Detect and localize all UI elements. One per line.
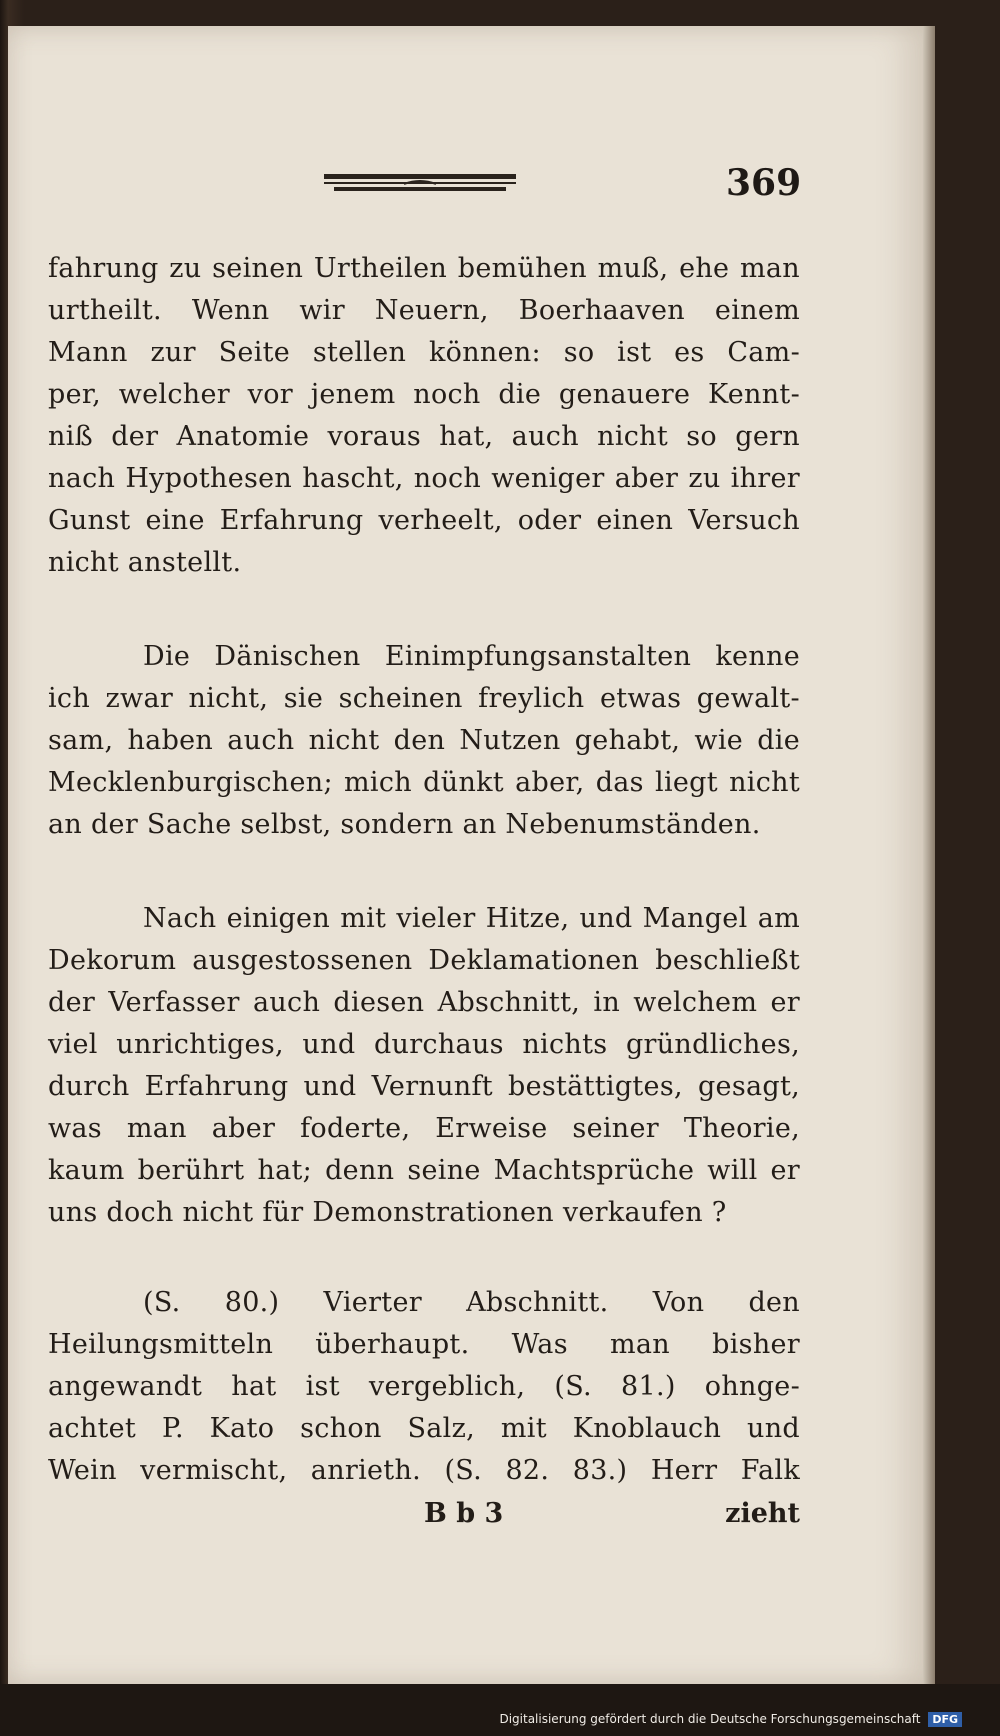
text-line: Mecklenburgischen; mich dünkt aber, das liegt nicht: [48, 767, 800, 798]
text-line: achtet P. Kato schon Salz, mit Knoblauch und: [48, 1413, 800, 1444]
text-line: durch Erfahrung und Vernunft bestättigtes, gesagt,: [48, 1071, 800, 1102]
text-line: viel unrichtiges, und durchaus nichts gründliches,: [48, 1029, 800, 1060]
text-line: kaum berührt hat; denn seine Machtsprüche will er: [48, 1155, 800, 1186]
dfg-logo: DFG: [928, 1712, 962, 1727]
text-line: ich zwar nicht, sie scheinen freylich etwas gewalt-: [48, 683, 800, 714]
text-line: der Verfasser auch diesen Abschnitt, in welchem er: [48, 987, 800, 1018]
catchword: zieht: [725, 1498, 800, 1529]
text-line: angewandt hat ist vergeblich, (S. 81.) ohnge-: [48, 1371, 800, 1402]
text-line: sam, haben auch nicht den Nutzen gehabt, wie die: [48, 725, 800, 756]
paragraph-continuation: [48, 248, 800, 584]
page-number: 369: [726, 162, 802, 204]
scan-bottom-margin: [0, 1684, 1000, 1736]
text-line: was man aber foderte, Erweise seiner Theorie,: [48, 1113, 800, 1144]
text-line: Nach einigen mit vieler Hitze, und Mangel am: [143, 903, 800, 934]
paragraph-danish-institutions: [48, 636, 800, 846]
header-rule-ornament: [324, 172, 516, 194]
paragraph-declamations: [48, 898, 800, 1234]
digitization-credit: [499, 1712, 962, 1727]
signature-mark: B b 3: [424, 1498, 504, 1529]
text-line: nicht anstellt.: [48, 547, 242, 578]
text-line: Dekorum ausgestossenen Deklamationen beschließt: [48, 945, 800, 976]
text-line: niß der Anatomie voraus hat, auch nicht so gern: [48, 421, 800, 452]
text-line: Heilungsmitteln überhaupt. Was man bisher: [48, 1329, 800, 1360]
text-line: an der Sache selbst, sondern an Nebenumständen.: [48, 809, 761, 840]
text-line: nach Hypothesen hascht, noch weniger aber zu ihrer: [48, 463, 800, 494]
paragraph-fourth-section: [48, 1282, 800, 1492]
text-line: (S. 80.) Vierter Abschnitt. Von den: [143, 1287, 800, 1318]
text-line: fahrung zu seinen Urtheilen bemühen muß, ehe man: [48, 253, 800, 284]
text-line: Mann zur Seite stellen können: so ist es Cam-: [48, 337, 800, 368]
text-line: Die Dänischen Einimpfungsanstalten kenne: [143, 641, 800, 672]
text-line: uns doch nicht für Demonstrationen verkaufen ?: [48, 1197, 727, 1228]
text-line: Gunst eine Erfahrung verheelt, oder einen Versuch: [48, 505, 800, 536]
text-line: per, welcher vor jenem noch die genauere Kennt-: [48, 379, 800, 410]
text-line: Wein vermischt, anrieth. (S. 82. 83.) Herr Falk: [48, 1455, 800, 1486]
page-edge: [923, 26, 935, 1684]
book-page: [8, 26, 923, 1684]
text-line: urtheilt. Wenn wir Neuern, Boerhaaven einem: [48, 295, 800, 326]
credit-text: Digitalisierung gefördert durch die Deutsche Forschungsgemeinschaft: [499, 1712, 921, 1726]
